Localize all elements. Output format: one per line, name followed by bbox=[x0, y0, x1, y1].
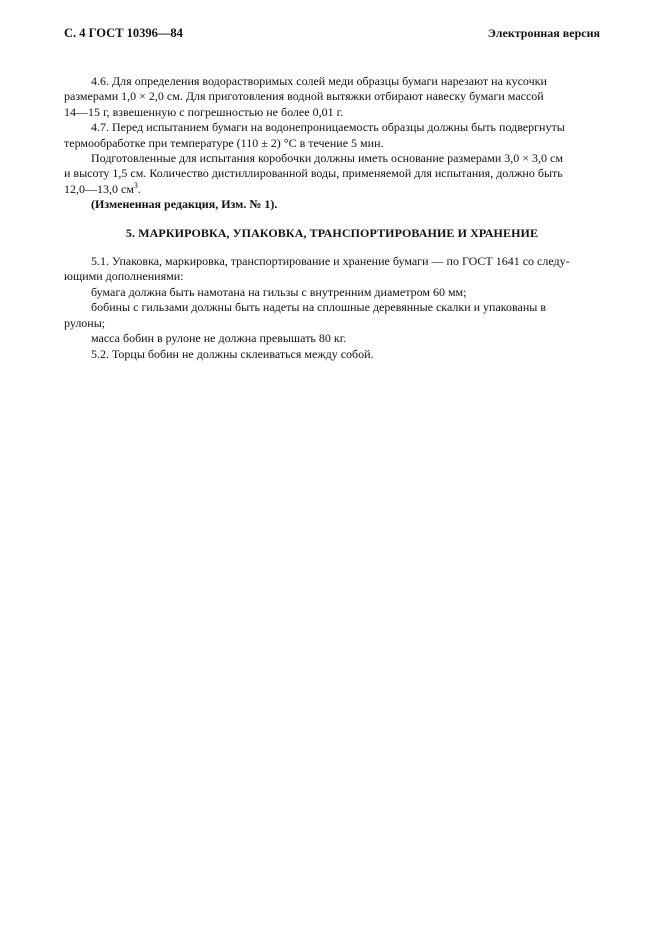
document-body bbox=[64, 74, 600, 362]
page-header bbox=[64, 26, 600, 44]
cubic-superscript: 3 bbox=[133, 180, 138, 190]
clause-5-1-item: масса бобин в рулоне не должна превышать 80 кг. bbox=[91, 331, 347, 346]
clause-5-1-item: бумага должна быть намотана на гильзы с внутренним диаметром 60 мм; bbox=[91, 284, 467, 299]
box-paragraph-line: Подготовленные для испытания коробочки должны иметь основание размерами 3,0 × 3,0 см bbox=[91, 151, 563, 166]
box-paragraph-line bbox=[64, 182, 600, 197]
sentence-end: . bbox=[137, 181, 141, 196]
clause-4-6-line: 4.6. Для определения водорастворимых солей меди образцы бумаги нарезают на кусочки bbox=[91, 74, 547, 88]
clause-5-2: 5.2. Торцы бобин не должны склеиваться между собой. bbox=[91, 346, 374, 361]
clause-4-7-line: 4.7. Перед испытанием бумаги на водонепроницаемость образцы должны быть подвергнуты bbox=[91, 120, 565, 135]
clause-5-1-item: бобины с гильзами должны быть надеты на сплошные деревянные скалки и упакованы в bbox=[91, 300, 546, 315]
header-right: Электронная версия bbox=[487, 26, 600, 40]
clause-4-6-line: 14—15 г, взвешенную с погрешностью не более 0,01 г. bbox=[64, 104, 344, 119]
header-left: С. 4 ГОСТ 10396—84 bbox=[64, 26, 183, 40]
clause-5-1-line: ющими дополнениями: bbox=[64, 269, 184, 284]
clause-5-1-line: 5.1. Упаковка, маркировка, транспортирование и хранение бумаги — по ГОСТ 1641 со следу- bbox=[91, 254, 570, 269]
document-page bbox=[64, 26, 600, 362]
revision-note: (Измененная редакция, Изм. № 1). bbox=[91, 197, 278, 212]
clause-4-6-line: размерами 1,0 × 2,0 см. Для приготовления водной вытяжки отбирают навеску бумаги массой bbox=[64, 89, 544, 104]
clause-4-7-line: термообработке при температуре (110 ± 2) °С в течение 5 мин. bbox=[64, 135, 384, 150]
section-5-title: 5. МАРКИРОВКА, УПАКОВКА, ТРАНСПОРТИРОВАНИЕ И ХРАНЕНИЕ bbox=[125, 225, 539, 240]
clause-5-1-item: рулоны; bbox=[64, 315, 106, 330]
water-volume-text: 12,0—13,0 см bbox=[64, 181, 134, 196]
box-paragraph-line: и высоту 1,5 см. Количество дистиллированной воды, применяемой для испытания, должно быть bbox=[64, 166, 563, 181]
